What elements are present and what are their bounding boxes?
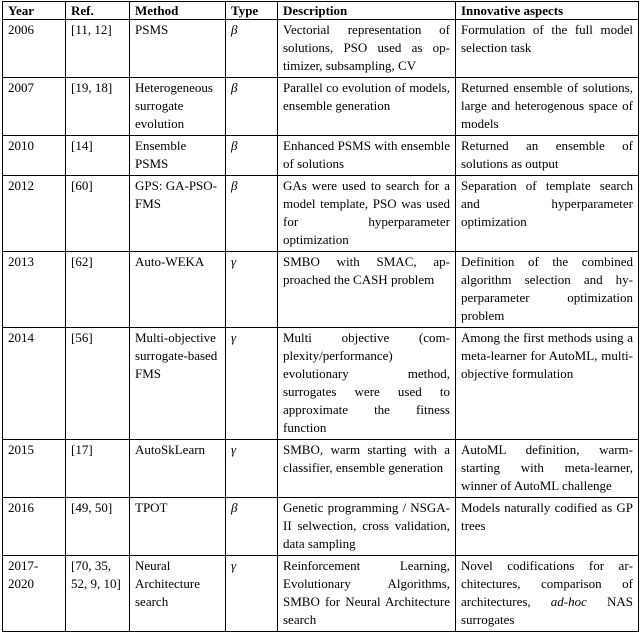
cell-ref: [17] [66, 440, 130, 498]
cell-ref: [11, 12] [66, 20, 130, 78]
cell-method: Heterogeneous surrogate evolution [130, 78, 226, 136]
cell-type: β [226, 498, 278, 556]
cell-ref: [60] [66, 176, 130, 252]
cell-innovative: Models naturally codified as GP trees [456, 498, 639, 556]
header-description: Description [278, 2, 456, 20]
cell-year: 2012 [3, 176, 66, 252]
cell-method: AutoSkLearn [130, 440, 226, 498]
cell-year: 2007 [3, 78, 66, 136]
header-row [3, 2, 639, 20]
innovative-text-pre: Novel codifications for architectures, comparison of architectures, [461, 558, 633, 609]
cell-innovative: Returned an ensemble of solutions as output [456, 136, 639, 176]
cell-year: 2006 [3, 20, 66, 78]
cell-description: Multi objective (complexity/performance) evolutionary method, surrogates were used to approximate the fitness function [278, 328, 456, 440]
automl-methods-table [2, 1, 639, 632]
cell-ref: [14] [66, 136, 130, 176]
header-year: Year [3, 2, 66, 20]
table-row [3, 136, 639, 176]
cell-ref: [62] [66, 252, 130, 328]
cell-type: β [226, 136, 278, 176]
cell-description: Vectorial representation of solutions, PSO used as optimizer, subsampling, CV [278, 20, 456, 78]
cell-method: PSMS [130, 20, 226, 78]
table-row [3, 498, 639, 556]
cell-description: Parallel co evolution of models, ensemble generation [278, 78, 456, 136]
cell-year: 2013 [3, 252, 66, 328]
cell-innovative: Separation of template search and hyperparameter optimization [456, 176, 639, 252]
cell-type: γ [226, 252, 278, 328]
cell-description: SMBO with SMAC, approached the CASH problem [278, 252, 456, 328]
cell-description: Reinforcement Learning, Evolutionary Algorithms, SMBO for Neural Architecture search [278, 556, 456, 632]
table-row [3, 556, 639, 632]
cell-innovative: AutoML definition, warm-starting with meta-learner, winner of AutoML challenge [456, 440, 639, 498]
cell-ref: [70, 35, 52, 9, 10] [66, 556, 130, 632]
cell-type: β [226, 176, 278, 252]
cell-description: SMBO, warm starting with a classifier, ensemble generation [278, 440, 456, 498]
cell-innovative: Returned ensemble of solutions, large and heterogenous space of models [456, 78, 639, 136]
cell-innovative: Formulation of the full model selection task [456, 20, 639, 78]
cell-type: β [226, 20, 278, 78]
cell-method: GPS: GA-PSO-FMS [130, 176, 226, 252]
cell-year: 2010 [3, 136, 66, 176]
header-method: Method [130, 2, 226, 20]
cell-ref: [49, 50] [66, 498, 130, 556]
header-innovative-aspects: Innovative aspects [456, 2, 639, 20]
table-row [3, 328, 639, 440]
cell-year: 2015 [3, 440, 66, 498]
cell-method: Auto-WEKA [130, 252, 226, 328]
cell-method: TPOT [130, 498, 226, 556]
innovative-text-emphasis: ad-hoc [550, 594, 587, 609]
header-type: Type [226, 2, 278, 20]
cell-type: γ [226, 328, 278, 440]
table-row [3, 176, 639, 252]
cell-type: β [226, 78, 278, 136]
cell-ref: [56] [66, 328, 130, 440]
table-row [3, 252, 639, 328]
cell-year: 2016 [3, 498, 66, 556]
cell-innovative: Definition of the combined algorithm selection and hyperparameter optimization problem [456, 252, 639, 328]
table-row [3, 20, 639, 78]
cell-innovative [456, 556, 639, 632]
table-row [3, 440, 639, 498]
cell-ref: [19, 18] [66, 78, 130, 136]
cell-description: GAs were used to search for a model template, PSO was used for hyperparameter optimization [278, 176, 456, 252]
cell-type: γ [226, 556, 278, 632]
header-ref: Ref. [66, 2, 130, 20]
cell-type: γ [226, 440, 278, 498]
cell-method: Neural Architecture search [130, 556, 226, 632]
innovative-text-post: NAS surrogates [461, 594, 633, 627]
cell-method: Ensemble PSMS [130, 136, 226, 176]
cell-year: 2017-2020 [3, 556, 66, 632]
cell-year: 2014 [3, 328, 66, 440]
cell-innovative: Among the first methods using a meta-learner for AutoML, multi-objective formulation [456, 328, 639, 440]
cell-method: Multi-objective surrogate-based FMS [130, 328, 226, 440]
table-row [3, 78, 639, 136]
cell-description: Genetic programming / NSGA-II selwection, cross validation, data sampling [278, 498, 456, 556]
cell-description: Enhanced PSMS with ensemble of solutions [278, 136, 456, 176]
